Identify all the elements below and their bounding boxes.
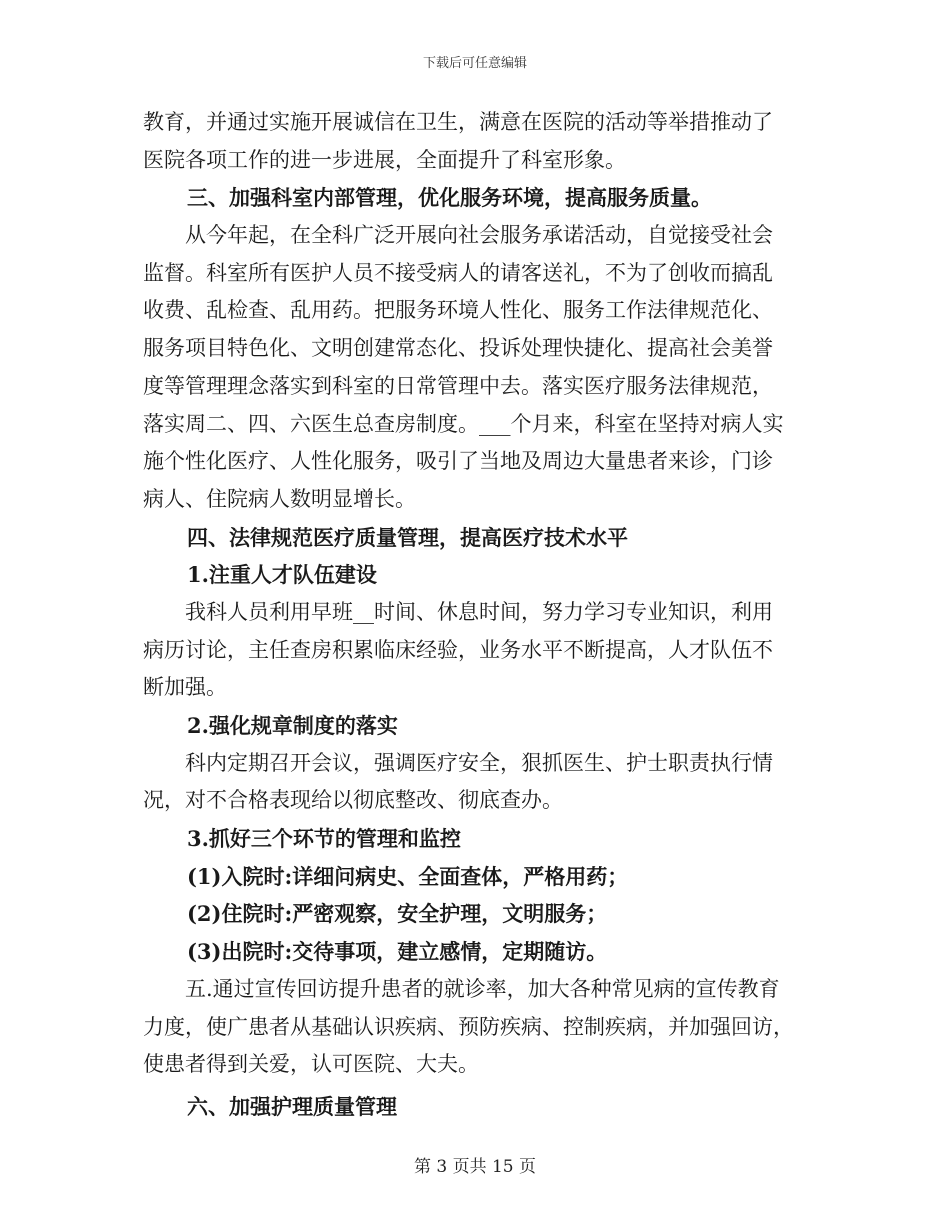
section-heading: 3.抓好三个环节的管理和监控: [187, 826, 461, 852]
text-line: 断加强。: [143, 675, 227, 700]
text-line: 况，对不合格表现给以彻底整改、彻底查办。: [143, 788, 563, 813]
section-heading: (2)住院时:严密观察，安全护理，文明服务；: [187, 901, 608, 927]
text-line: 力度，使广患者从基础认识疾病、预防疾病、控制疾病，并加强回访，: [143, 1014, 794, 1039]
text-line: 度等管理理念落实到科室的日常管理中去。落实医疗服务法律规范，: [143, 373, 773, 398]
text-line: 教育，并通过实施开展诚信在卫生，满意在医院的活动等举措推动了: [143, 110, 773, 134]
text-line: 收费、乱检查、乱用药。把服务环境人性化、服务工作法律规范化、: [143, 298, 773, 323]
section-heading: 六、加强护理质量管理: [187, 1093, 397, 1119]
text-line: 五.通过宣传回访提升患者的就诊率，加大各种常见病的宣传教育: [185, 976, 780, 1001]
text-line: 科内定期召开会议，强调医疗安全，狠抓医生、护士职责执行情: [185, 750, 773, 775]
text-line: 施个性化医疗、人性化服务，吸引了当地及周边大量患者来诊，门诊: [143, 449, 773, 474]
text-line: 使患者得到关爱，认可医院、大夫。: [143, 1052, 479, 1077]
document-body: [143, 104, 809, 1126]
section-heading: 1.注重人才队伍建设: [187, 562, 377, 588]
page-footer: 第 3 页共 15 页: [413, 1157, 537, 1177]
text-line: 病历讨论，主任查房积累临床经验，业务水平不断提高，人才队伍不: [143, 637, 773, 662]
text-line: 我科人员利用早班__时间、休息时间，努力学习专业知识，利用: [185, 599, 773, 624]
text-line: 服务项目特色化、文明创建常态化、投诉处理快捷化、提高社会美誉: [143, 336, 773, 361]
section-heading: 三、加强科室内部管理，优化服务环境，提高服务质量。: [187, 185, 712, 211]
text-line: 从今年起，在全科广泛开展向社会服务承诺活动，自觉接受社会: [185, 223, 773, 248]
section-heading: (1)入院时:详细问病史、全面查体，严格用药；: [187, 863, 629, 889]
text-line: 监督。科室所有医护人员不接受病人的请客送礼，不为了创收而搞乱: [143, 260, 773, 285]
text-line: 医院各项工作的进一步进展，全面提升了科室形象。: [143, 147, 626, 172]
page-header: 下载后可任意编辑: [422, 56, 527, 71]
section-heading: (3)出院时:交待事项，建立感情，定期随访。: [187, 939, 608, 965]
text-line: 病人、住院病人数明显增长。: [143, 486, 416, 511]
text-line: 落实周二、四、六医生总查房制度。___个月来，科室在坚持对病人实: [143, 411, 784, 436]
section-heading: 四、法律规范医疗质量管理，提高医疗技术水平: [187, 524, 628, 550]
section-heading: 2.强化规章制度的落实: [187, 713, 398, 738]
